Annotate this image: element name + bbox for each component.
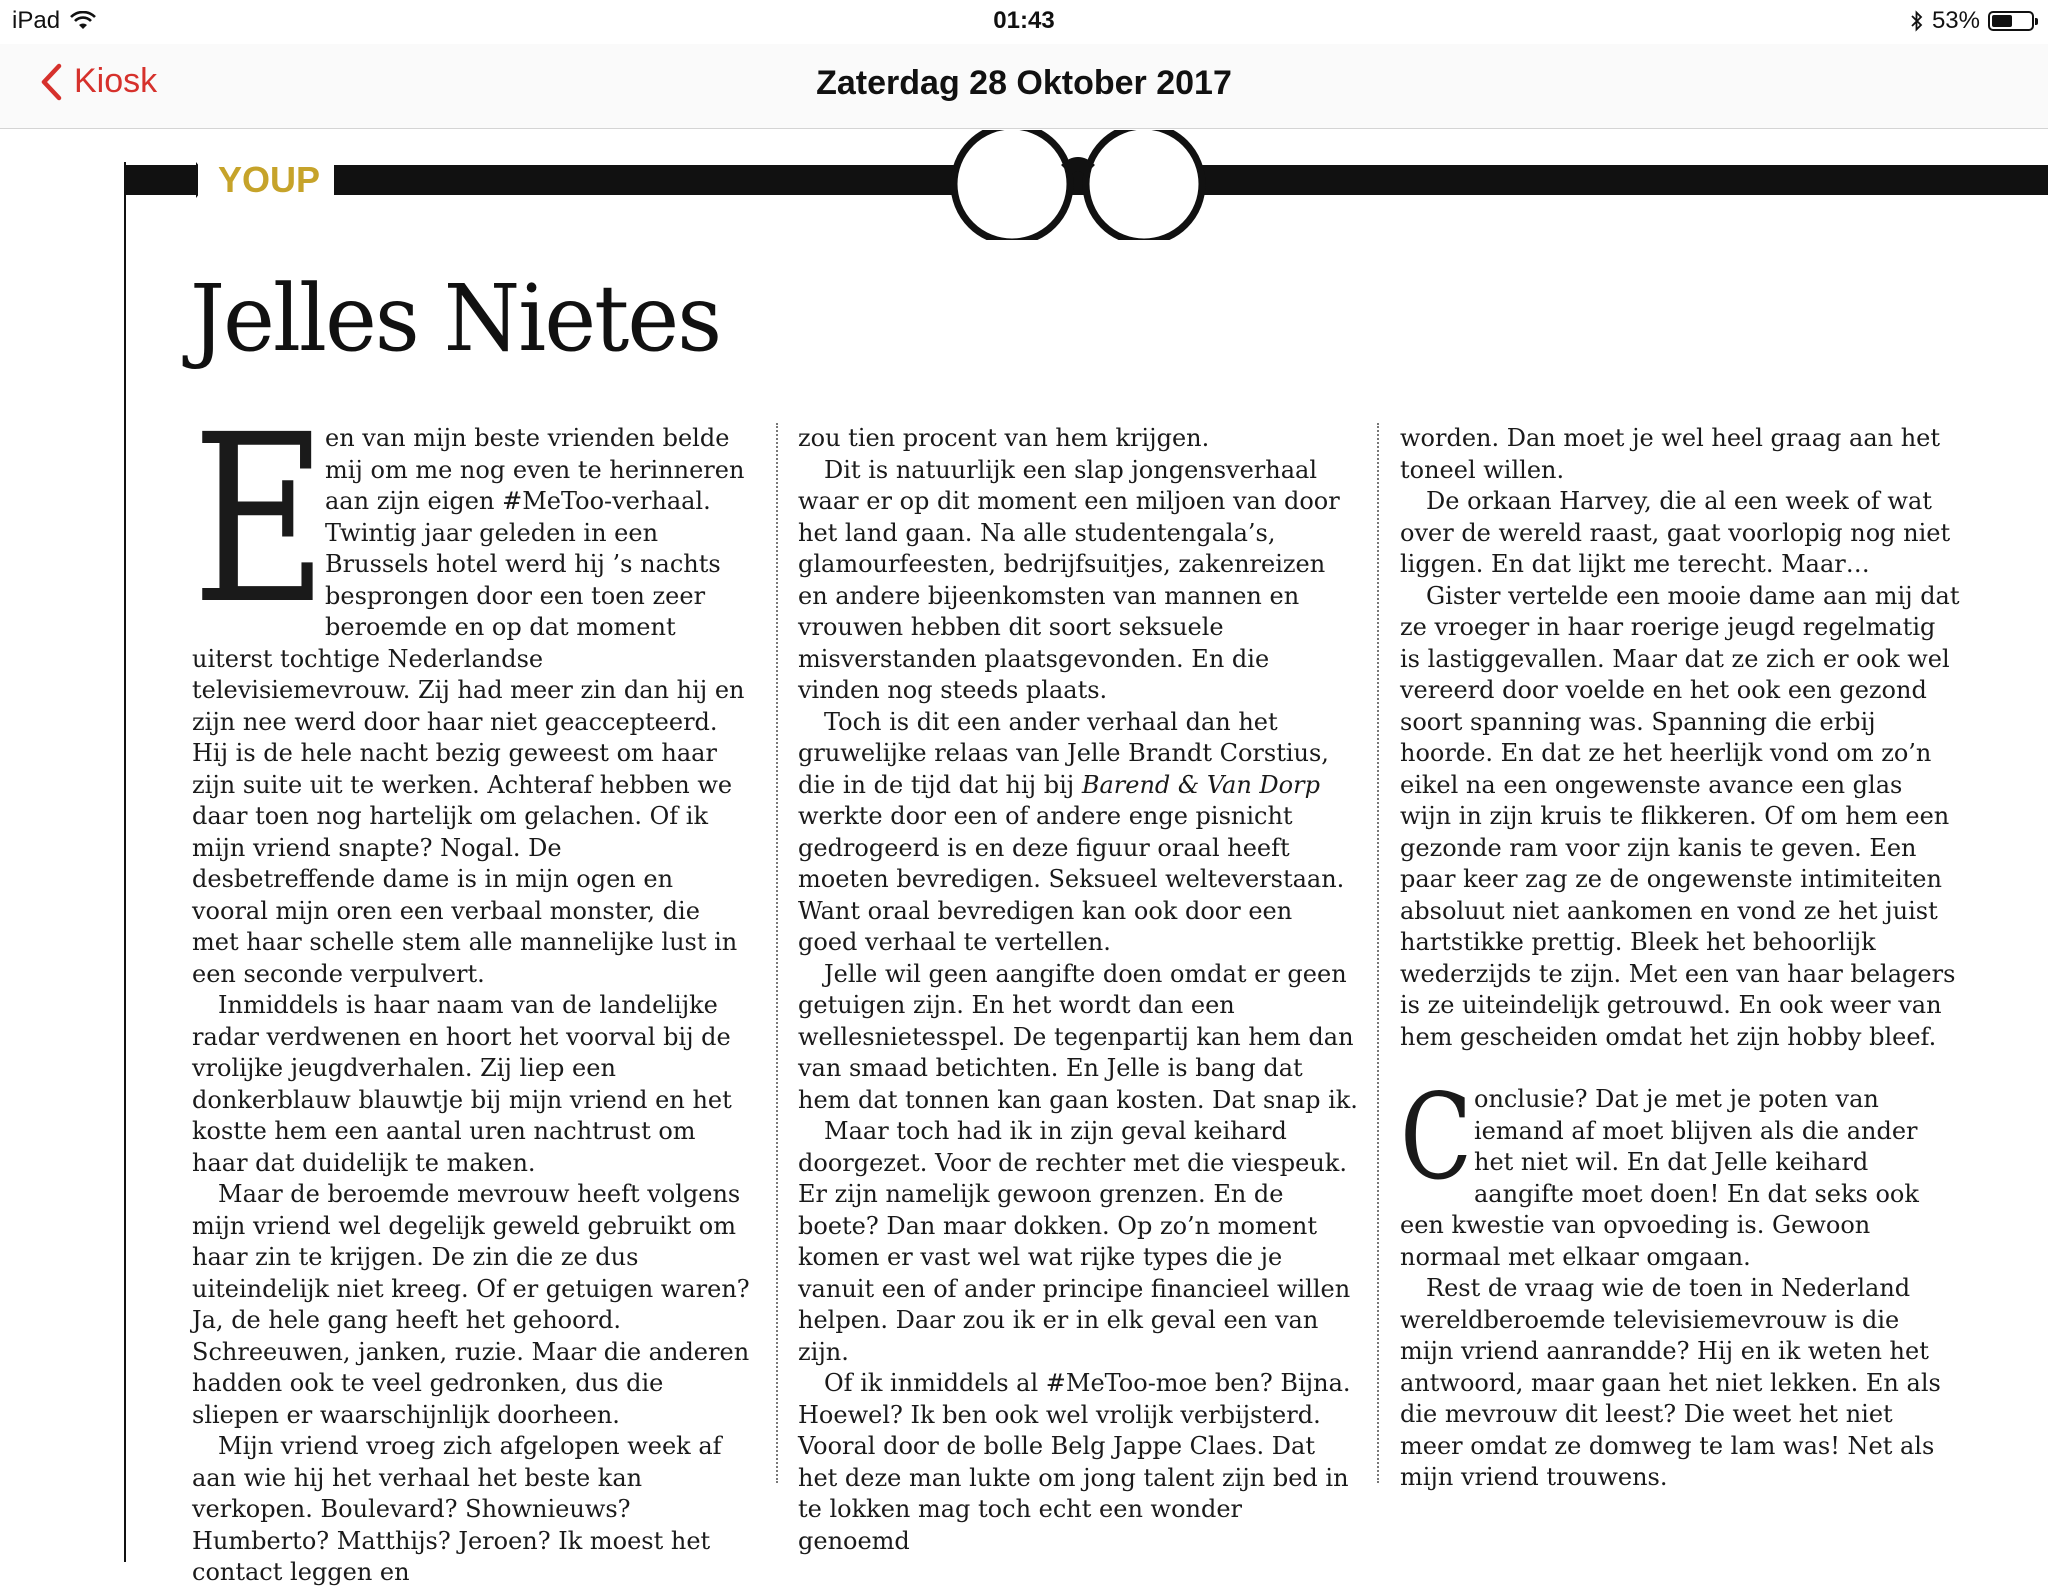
paragraph: Inmiddels is haar naam van de landelijke radar verdwenen en hoort het voorval bij de vrolijke jeugdverhalen. Zij liep een donkerblauw blauwtje bij mijn vriend en het kostte hem een aantal uren nachtrust om haar dat duidelijk te maken. (192, 991, 732, 1177)
drop-cap: E (192, 385, 328, 655)
back-label: Kiosk (74, 62, 158, 100)
paragraph (192, 385, 752, 990)
battery-fill (1992, 15, 2012, 27)
article-column-2 (798, 423, 1358, 1557)
paragraph (1400, 1068, 1960, 1273)
paragraph-text: Toch is dit een ander verhaal dan het gruwelijke relaas van Jelle Brandt Corstius, die in de tijd dat hij bij (798, 707, 1329, 799)
device-label: iPad (12, 7, 61, 34)
paragraph: De orkaan Harvey, die al een week of wat over de wereld raast, gaat voorlopig nog niet liggen. En dat lijkt me terecht. Maar… (1400, 487, 1951, 578)
program-title: Barend & Van Dorp (1081, 770, 1320, 799)
paragraph: Maar toch had ik in zijn geval keihard doorgezet. Voor de rechter met die viespeuk. Er zijn namelijk gewoon grenzen. En de boete? Dan maar dokken. Op zo’n moment komen er vast wel wat rijke types die je vanuit een of ander principe financieel willen helpen. Daar zou ik er in elk geval een van zijn. (798, 1117, 1351, 1366)
paragraph: Gister vertelde een mooie dame aan mij dat ze vroeger in haar roerige jeugd regelmatig is lastiggevallen. Maar dat ze zich er ook wel vereerd door voelde en het ook een gezond soort spanning was. Spanning die erbij hoorde. En dat ze het heerlijk vond om zo’n eikel na een ongewenste avance een glas wijn in zijn kruis te flikkeren. Of om hem een gezonde ram voor zijn kanis te geven. Een paar keer zag ze de ongewenste intimiteiten absoluut niet aankomen en vond ze het juist hartstikke prettig. Bleek het behoorlijk wederzijds te zijn. Met een van haar belagers is ze uiteindelijk getrouwd. En ook weer van hem gescheiden omdat het zijn hobby bleef. (1400, 581, 1960, 1051)
paragraph (798, 707, 1358, 959)
column-divider (776, 423, 778, 1483)
glasses-icon (948, 130, 1208, 240)
paragraph: zou tien procent van hem krijgen. (798, 424, 1210, 452)
status-bar (0, 0, 2048, 44)
section-tag: YOUP (198, 160, 334, 200)
article-column-1 (192, 385, 752, 1589)
status-time: 01:43 (993, 7, 1055, 34)
column-divider (1377, 423, 1379, 1483)
nav-title: Zaterdag 28 Oktober 2017 (816, 64, 1232, 102)
paragraph: Mijn vriend vroeg zich afgelopen week af aan wie hij het verhaal het beste kan verkopen. Boulevard? Shownieuws? Humberto? Matthijs? Jeroen? Ik moest het contact leggen en (192, 1432, 722, 1586)
battery-percent: 53% (1931, 7, 1980, 34)
paragraph: Jelle wil geen aangifte doen omdat er geen getuigen zijn. En het wordt dan een wellesnietesspel. De tegenpartij kan hem dan van smaad betichten. En Jelle is bang dat hem dat tonnen kan gaan kosten. Dat snap ik. (798, 959, 1358, 1114)
paragraph-text: onclusie? Dat je met je poten van iemand af moet blijven als die ander het niet wil. En dat Jelle keihard aangifte moet doen! En dat seks ook een kwestie van opvoeding is. Gewoon normaal met elkaar omgaan. (1400, 1085, 1919, 1271)
paragraph: Rest de vraag wie de toen in Nederland wereldberoemde televisiemevrouw is die mijn vriend aanrandde? Hij en ik weten het antwoord, maar gaan het niet lekken. En als die mevrouw dit leest? Die weet het niet meer omdat ze domweg te lam was! Net als mijn vriend trouwens. (1400, 1274, 1941, 1491)
status-right (1910, 7, 2034, 35)
paragraph: Dit is natuurlijk een slap jongensverhaal waar er op dit moment een miljoen van door het land gaan. Na alle studentengala’s, glamourfeesten, bedrijfsuitjes, zakenreizen en andere bijeenkomsten van mannen en vrouwen hebben dit soort seksuele misverstanden plaatsgevonden. En die vinden nog steeds plaats. (798, 455, 1340, 704)
headline: Jelles Nietes (190, 265, 721, 372)
article-column-3 (1400, 423, 1960, 1494)
bluetooth-icon (1910, 10, 1924, 32)
drop-cap: C (1400, 1068, 1473, 1206)
paragraph-text: en van mijn beste vrienden belde mij om me nog even te herinneren aan zijn eigen #MeToo-verhaal. Twintig jaar geleden in een Brussels hotel werd hij ’s nachts besprongen door een toen zeer beroemde en op dat moment uiterst tochtige Nederlandse televisiemevrouw. Zij had meer zin dan hij en zijn nee werd door haar niet geaccepteerd. Hij is de hele nacht bezig geweest om haar zijn suite uit te werken. Achteraf hebben we daar toen nog hartelijk om gelachen. Of ik mijn vriend snapte? Nogal. De desbetreffende dame is in mijn ogen en vooral mijn oren een verbaal monster, die met haar schelle stem alle mannelijke lust in een seconde verpulvert. (192, 424, 745, 988)
nav-bar (0, 44, 2048, 129)
paragraph: worden. Dan moet je wel heel graag aan het toneel willen. (1400, 424, 1941, 484)
paragraph-text: werkte door een of andere enge pisnicht gedrogeerd is en deze figuur oraal heeft moeten bevredigen. Seksueel welteverstaan. Want oraal bevredigen kan ook door een goed verhaal te vertellen. (798, 802, 1345, 956)
battery-icon (1988, 11, 2034, 31)
paragraph: Of ik inmiddels al #MeToo-moe ben? Bijna. Hoewel? Ik ben ook wel vrolijk verbijsterd. Vooral door de bolle Belg Jappe Claes. Dat het deze man lukte om jong talent zijn bed in te lokken mag toch echt een wonder genoemd (798, 1369, 1351, 1555)
paragraph: Maar de beroemde mevrouw heeft volgens mijn vriend wel degelijk geweld gebruikt om haar zin te krijgen. De zin die ze dus uiteindelijk niet kreeg. Of er getuigen waren? Ja, de hele gang heeft het gehoord. Schreeuwen, janken, ruzie. Maar die anderen hadden ook te veel gedronken, dus die sliepen er waarschijnlijk doorheen. (192, 1180, 750, 1429)
